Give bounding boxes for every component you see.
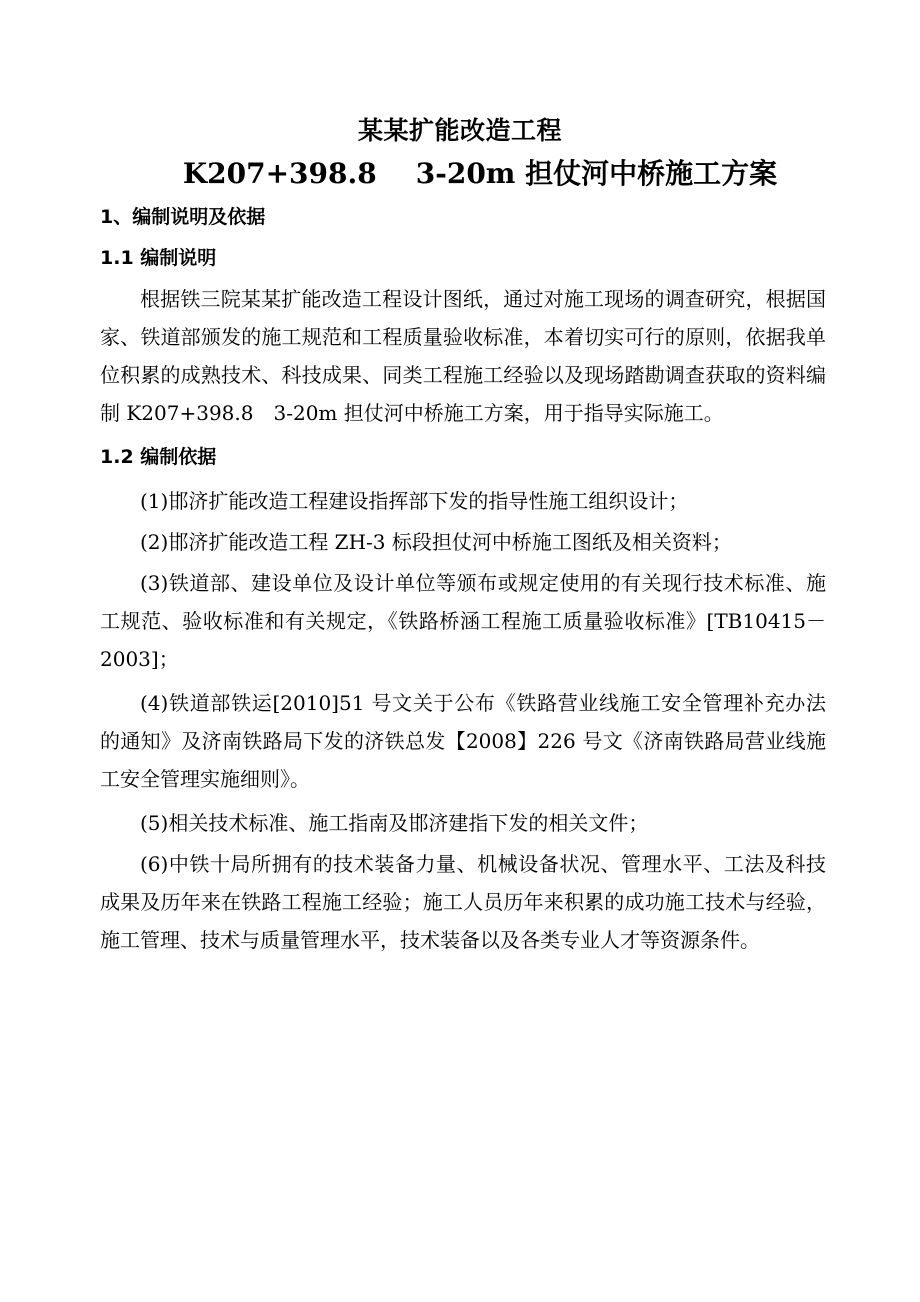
list-item: (1)邯济扩能改造工程建设指挥部下发的指导性施工组织设计； <box>140 489 689 513</box>
section-heading-1: 1、编制说明及依据 <box>100 206 266 228</box>
document-title-line2: K207+398.8 3-20m 担仗河中桥施工方案 <box>182 157 778 190</box>
list-item: (6)中铁十局所拥有的技术装备力量、机械设备状况、管理水平、工法及科技成果及历年来在铁路工程施工经验；施工人员历年来积累的成功施工技术与经验，施工管理、技术与质量管理水平，技术装备以及各类专业人才等资源条件。 <box>100 852 826 952</box>
subsection-heading-1-2: 1.2 编制依据 <box>100 446 217 468</box>
document-body <box>100 198 826 959</box>
paragraph-compilation-description: 根据铁三院某某扩能改造工程设计图纸，通过对施工现场的调查研究，根据国家、铁道部颁发的施工规范和工程质量验收标准，本着切实可行的原则，依据我单位积累的成熟技术、科技成果、同类工程施工经验以及现场踏勘调查获取的资料编制 K207+398.8 3-20m 担仗河中桥施工方案，用于指导实际施工。 <box>100 287 826 425</box>
subsection-heading-1-1: 1.1 编制说明 <box>100 247 217 269</box>
list-item: (4)铁道部铁运[2010]51 号文关于公布《铁路营业线施工安全管理补充办法的通知》及济南铁路局下发的济铁总发【2008】226 号文《济南铁路局营业线施工安全管理实施细则》。 <box>100 691 826 791</box>
document-title-line1: 某某扩能改造工程 <box>357 116 562 145</box>
list-item: (3)铁道部、建设单位及设计单位等颁布或规定使用的有关现行技术标准、施工规范、验收标准和有关规定，《铁路桥涵工程施工质量验收标准》[TB10415－2003]； <box>100 571 826 671</box>
list-item: (5)相关技术标准、施工指南及邯济建指下发的相关文件； <box>140 811 649 835</box>
list-item: (2)邯济扩能改造工程 ZH-3 标段担仗河中桥施工图纸及相关资料； <box>140 530 732 554</box>
